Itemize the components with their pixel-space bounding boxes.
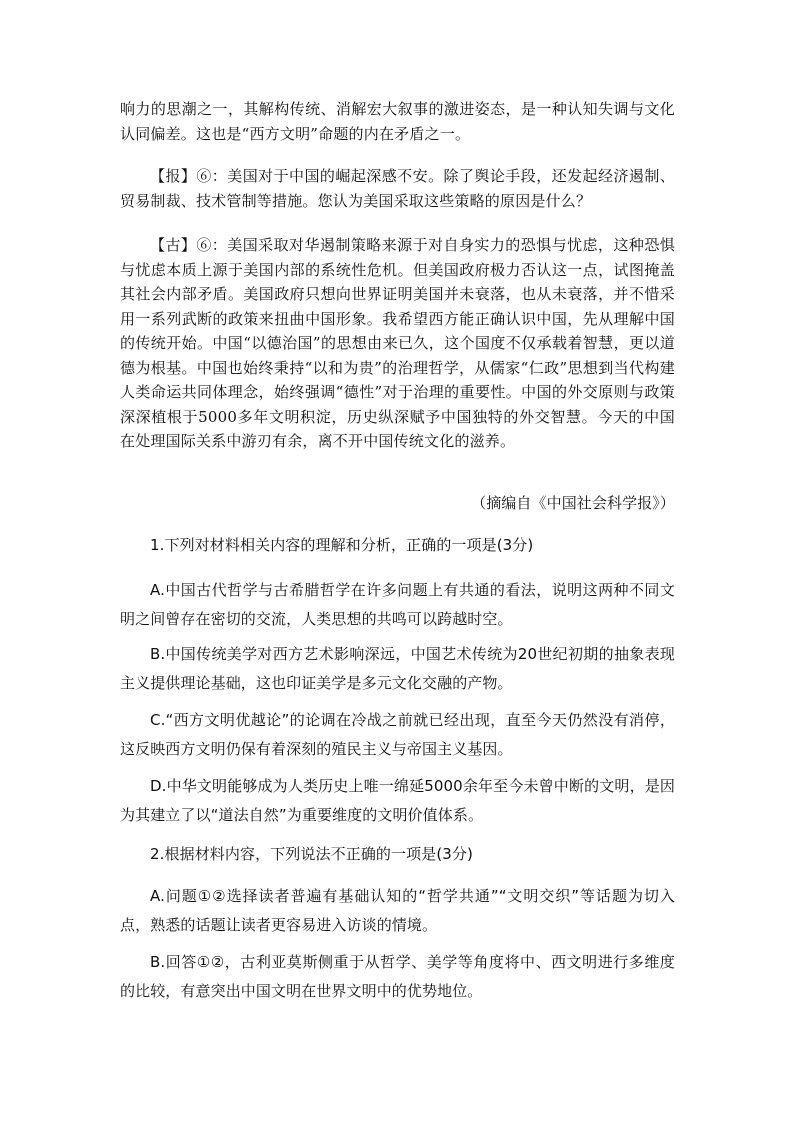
question-1-option-d: D.中华文明能够成为人类历史上唯一绵延5000余年至今未曾中断的文明，是因为其建立了以“道法自然”为重要维度的文明价值体系。 xyxy=(120,777,675,824)
passage-paragraph-answer-6: 【古】⑥：美国采取对华遏制策略来源于对自身实力的恐惧与忧虑，这种恐惧与忧虑本质上源于美国内部的系统性危机。但美国政府极力否认这一点，试图掩盖其社会内部矛盾。美国政府只想向世界证明美国并未衰落，也从未衰落，并不惜采用一系列武断的政策来扭曲中国形象。我希望西方能正确认识中国，先从理解中国的传统开始。中国“以德治国”的思想由来已久，这个国度不仅承载着智慧，更以道德为根基。中国也始终秉持“以和为贵”的治理哲学，从儒家“仁政”思想到当代构建人类命运共同体理念，始终强调“德性”对于治理的重要性。中国的外交原则与政策深深植根于5000多年文明积淀，历史纵深赋予中国独特的外交智慧。今天的中国在处理国际关系中游刃有余，离不开中国传统文化的滋养。 xyxy=(120,236,675,450)
question-1-option-c: C.“西方文明优越论”的论调在冷战之前就已经出现，直至今天仍然没有消停，这反映西方文明仍保有着深刻的殖民主义与帝国主义基因。 xyxy=(120,711,675,758)
question-2-option-a: A.问题①②选择读者普遍有基础认知的“哲学共通”“文明交织”等话题为切入点，熟悉的话题让读者更容易进入访谈的情境。 xyxy=(120,887,675,934)
question-2-stem: 2.根据材料内容，下列说法不正确的一项是(3分) xyxy=(150,845,473,863)
question-2-option-b: B.回答①②，古利亚莫斯侧重于从哲学、美学等角度将中、西文明进行多维度的比较，有意突出中国文明在世界文明中的优势地位。 xyxy=(120,953,675,1000)
source-citation: （摘编自《中国社会科学报》） xyxy=(471,494,675,512)
question-1-stem: 1.下列对材料相关内容的理解和分析，正确的一项是(3分) xyxy=(150,536,534,554)
question-1-option-b: B.中国传统美学对西方艺术影响深远，中国艺术传统为20世纪初期的抽象表现主义提供理论基础，这也印证美学是多元文化交融的产物。 xyxy=(120,645,675,692)
question-1-option-a: A.中国古代哲学与古希腊哲学在许多问题上有共通的看法，说明这两种不同文明之间曾存在密切的交流，人类思想的共鸣可以跨越时空。 xyxy=(120,581,675,628)
passage-paragraph-continuation: 响力的思潮之一，其解构传统、消解宏大叙事的激进姿态，是一种认知失调与文化认同偏差。这也是“西方文明”命题的内在矛盾之一。 xyxy=(120,100,675,143)
passage-paragraph-question-6: 【报】⑥：美国对于中国的崛起深感不安。除了舆论手段，还发起经济遏制、贸易制裁、技术管制等措施。您认为美国采取这些策略的原因是什么？ xyxy=(120,167,675,210)
